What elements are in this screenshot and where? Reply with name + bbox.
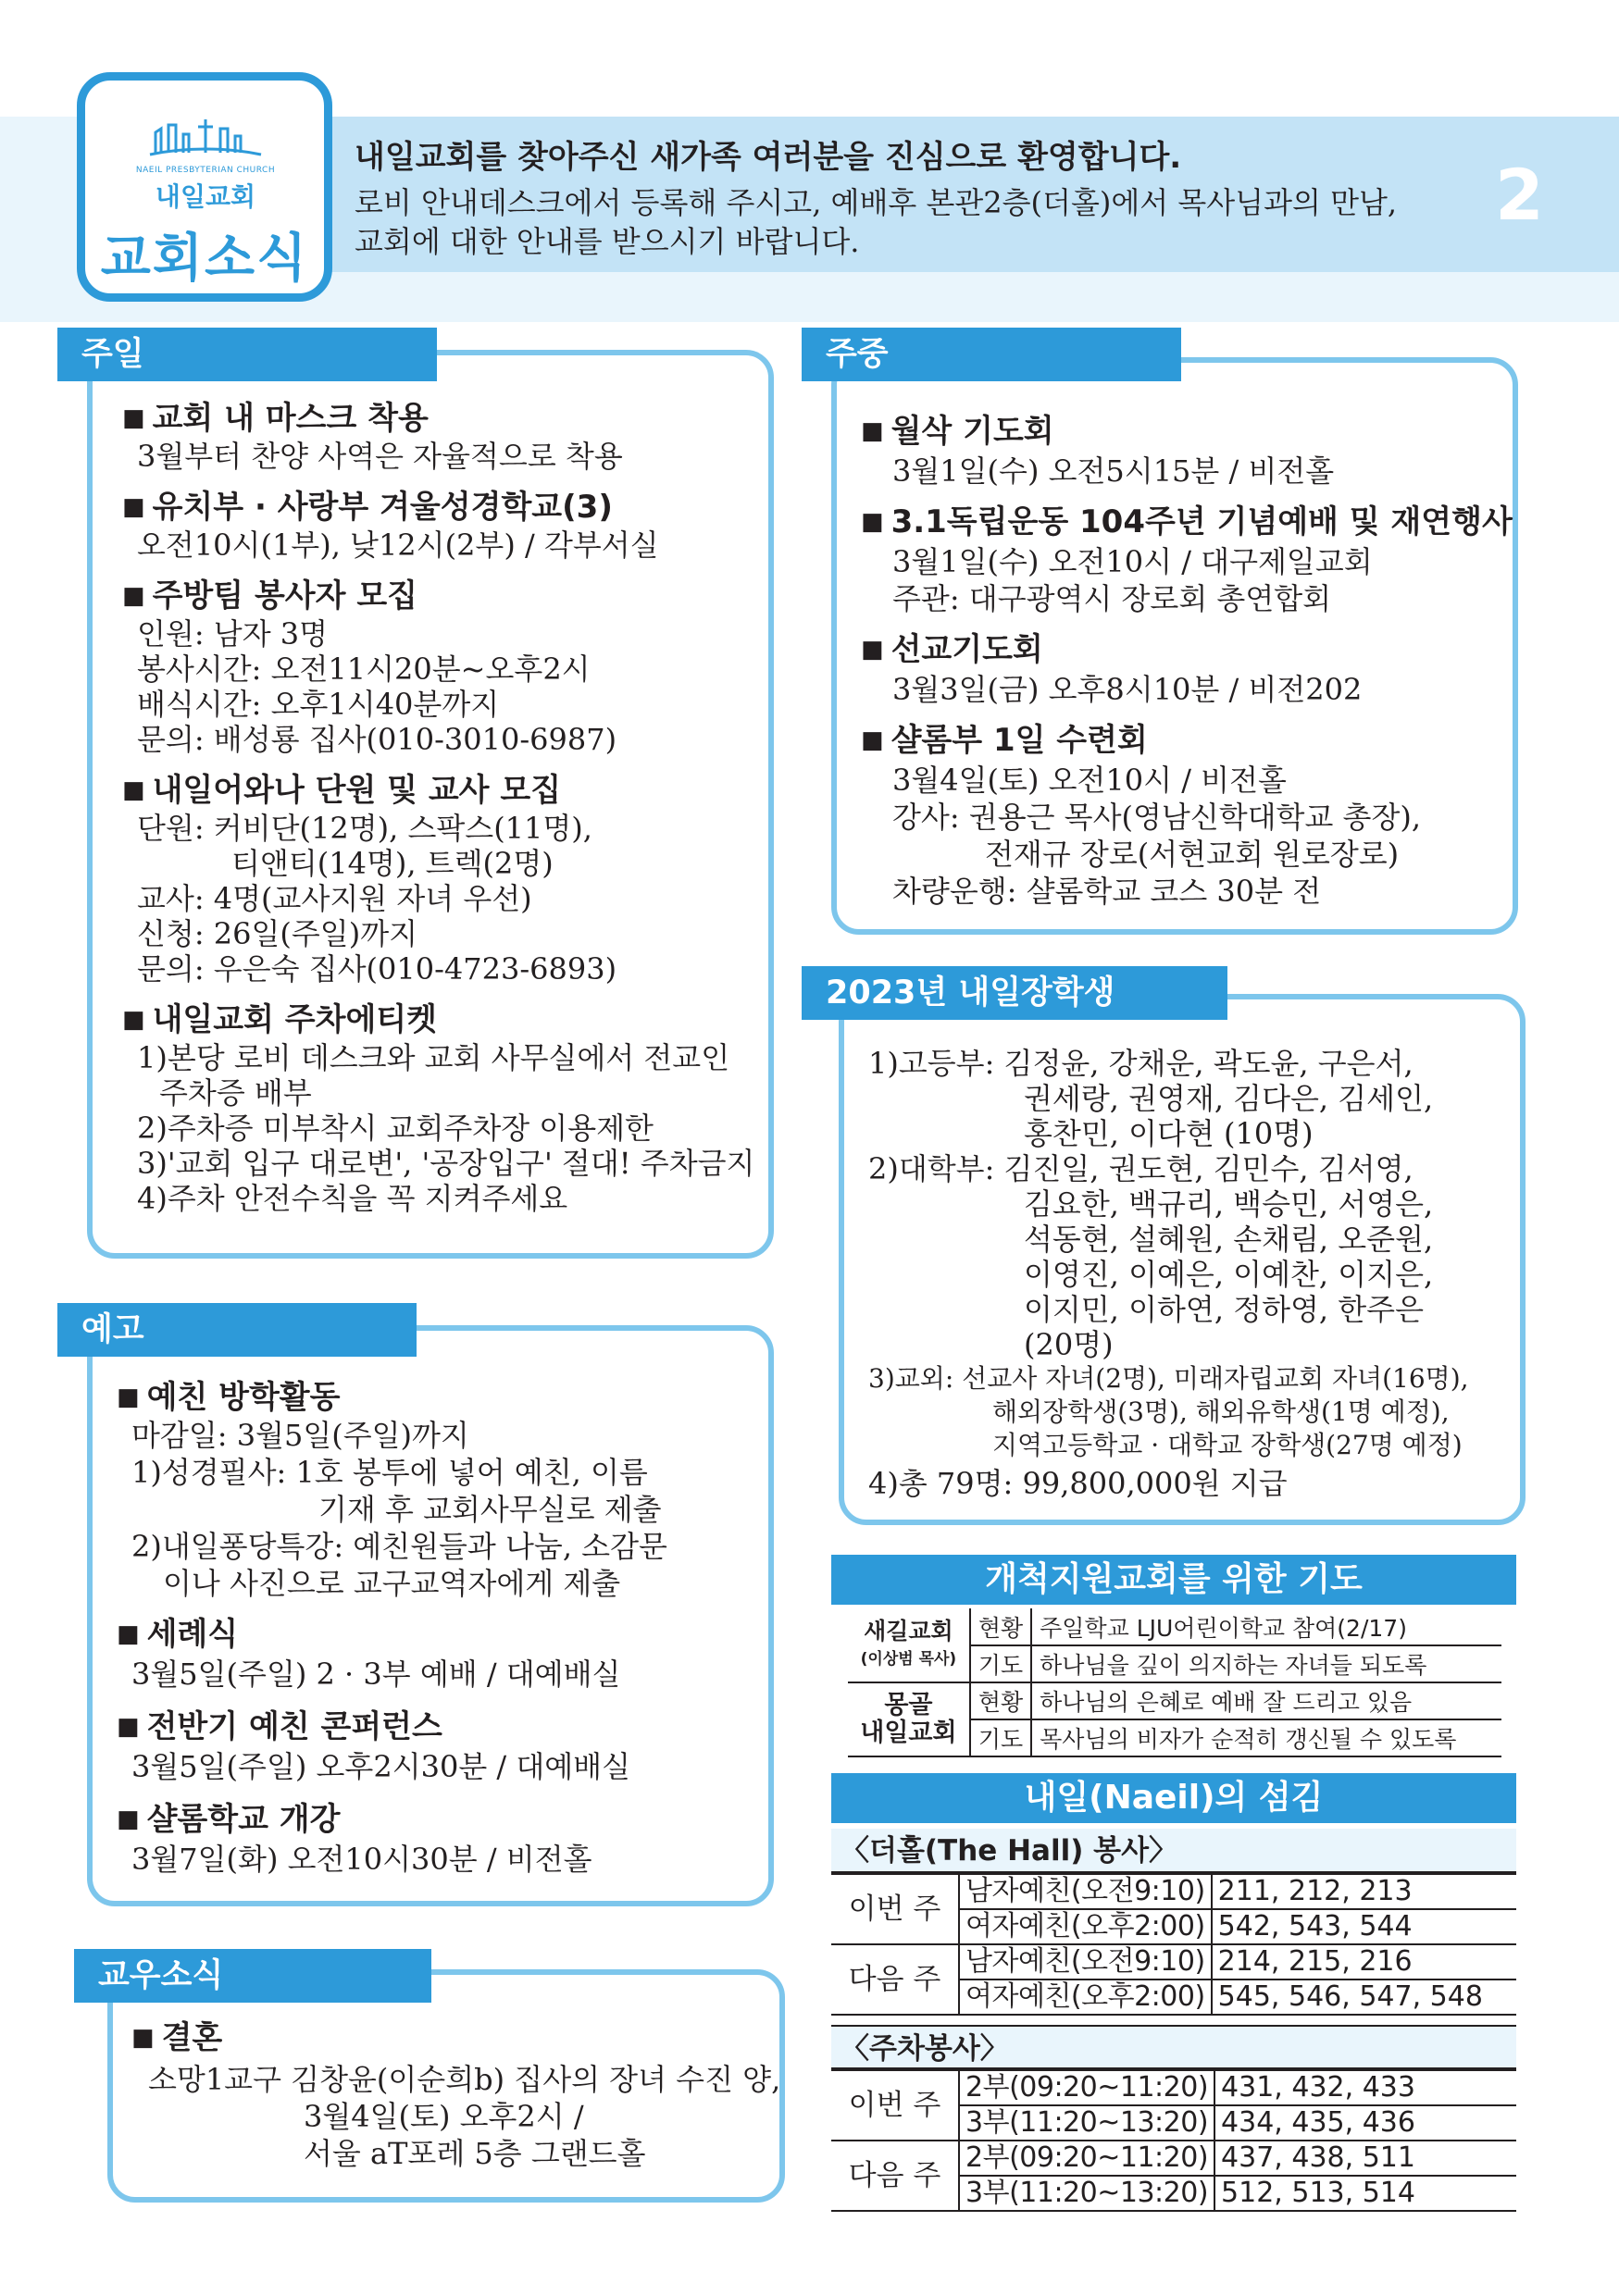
item-title: ■ 내일교회 주차에티켓 (122, 994, 437, 1039)
section-title: 교회소식 (100, 229, 309, 289)
item-title: ■ 예친 방학활동 (117, 1371, 340, 1417)
notice-label: 예고 (57, 1303, 417, 1357)
logo-box (77, 72, 332, 302)
members-section (107, 1969, 785, 2203)
numbers-cell: 512, 513, 514 (1214, 2176, 1516, 2211)
scholar-line: 김요한, 백규리, 백승민, 서영은, (1024, 1186, 1434, 1222)
item-title: ■ 결혼 (131, 2012, 222, 2057)
group-cell: 남자예친(오전9:10) (959, 1944, 1212, 1980)
church-pastor: (이상범 목사) (860, 1649, 957, 1669)
week-cell: 이번 주 (831, 1874, 959, 1944)
weekday-label: 주중 (802, 328, 1181, 381)
sunday-section (87, 350, 774, 1259)
item-title: ■ 세례식 (117, 1608, 238, 1654)
group-cell: 여자예친(오후2:00) (959, 1909, 1212, 1944)
pioneer-table (848, 1608, 1501, 1757)
scholar-line: 이지민, 이하연, 정하영, 한주은 (1024, 1292, 1424, 1327)
item-line: 전재규 장로(서현교회 원로장로) (985, 837, 1400, 872)
kind-cell: 현황 (970, 1682, 1031, 1719)
church-cell (848, 1608, 970, 1682)
group-cell: 3부(11:20~13:20) (959, 2176, 1214, 2211)
hall-subtitle: 〈더홀(The Hall) 봉사〉 (831, 1829, 1516, 1873)
sunday-label: 주일 (57, 328, 437, 381)
item-title: ■ 선교기도회 (861, 624, 1043, 669)
pioneer-title: 개척지원교회를 위한 기도 (831, 1555, 1516, 1605)
item-title: ■ 월삭 기도회 (861, 405, 1054, 451)
table-row (831, 2070, 1516, 2105)
item-line: 3월5일(주일) 오후2시30분 / 대예배실 (131, 1749, 631, 1784)
welcome-title: 내일교회를 찾아주신 새가족 여러분을 진심으로 환영합니다. (355, 139, 1182, 176)
item-line: 단원: 커비단(12명), 스팍스(11명), (137, 811, 592, 846)
item-line: 3월4일(토) 오전10시 / 비전홀 (892, 763, 1287, 798)
church-name-line2: 내일교회 (860, 1719, 957, 1747)
numbers-cell: 434, 435, 436 (1214, 2105, 1516, 2141)
item-title: ■ 3.1독립운동 104주년 기념예배 및 재연행사 (861, 496, 1513, 541)
item-title: ■ 샬롬학교 개강 (117, 1793, 340, 1839)
item-line: 봉사시간: 오전11시20분~오후2시 (137, 652, 591, 687)
scholar-line: 권세랑, 권영재, 김다은, 김세인, (1024, 1081, 1434, 1116)
item-line: 교사: 4명(교사지원 자녀 우선) (137, 881, 532, 916)
notice-section (87, 1325, 774, 1906)
item-title: ■ 교회 내 마스크 착용 (122, 392, 429, 438)
logo-name: 내일교회 (155, 181, 256, 212)
scholar-line: 해외장학생(3명), 해외유학생(1명 예정), (992, 1396, 1450, 1427)
item-line: 문의: 배성룡 집사(010-3010-6987) (137, 722, 617, 757)
item-line: 주관: 대구광역시 장로회 총연합회 (892, 581, 1332, 616)
scholar-line: 4)총 79명: 99,800,000원 지급 (868, 1466, 1288, 1501)
item-line: 주차증 배부 (159, 1075, 312, 1111)
scholarship-section (839, 994, 1526, 1525)
desc-cell: 목사님의 비자가 순적히 갱신될 수 있도록 (1031, 1719, 1501, 1756)
item-line: 2)주차증 미부착시 교회주차장 이용제한 (137, 1111, 654, 1146)
church-cell (848, 1682, 970, 1756)
item-line: 3)'교회 입구 대로변', '공장입구' 절대! 주차금지 (137, 1146, 755, 1181)
item-line: 3월1일(수) 오전10시 / 대구제일교회 (892, 544, 1373, 579)
scholar-line: 석동현, 설혜원, 손채림, 오준원, (1024, 1222, 1434, 1257)
scholar-line: 홍찬민, 이다현 (10명) (1024, 1116, 1314, 1151)
table-row (831, 1944, 1516, 1980)
item-title: ■ 주방팀 봉사자 모집 (122, 570, 417, 615)
item-line: 오전10시(1부), 낮12시(2부) / 각부서실 (137, 527, 659, 563)
numbers-cell: 542, 543, 544 (1212, 1909, 1516, 1944)
item-line: 인원: 남자 3명 (137, 616, 329, 652)
week-cell: 다음 주 (831, 2141, 959, 2211)
church-name: 새길교회 (864, 1617, 953, 1644)
item-line: 기재 후 교회사무실로 제출 (318, 1492, 662, 1527)
item-line: 이나 사진으로 교구교역자에게 제출 (163, 1566, 621, 1601)
table-row (831, 2141, 1516, 2176)
item-line: 3월부터 찬양 사역은 자율적으로 착용 (137, 439, 623, 474)
item-line: 3월7일(화) 오전10시30분 / 비전홀 (131, 1842, 592, 1877)
church-logo-icon (148, 106, 263, 162)
kind-cell: 기도 (970, 1645, 1031, 1682)
table-row (848, 1608, 1501, 1645)
item-line: 1)본당 로비 데스크와 교회 사무실에서 전교인 (137, 1040, 730, 1075)
scholar-line: 이영진, 이예은, 이예찬, 이지은, (1024, 1257, 1434, 1292)
item-line: 1)성경필사: 1호 봉투에 넣어 예친, 이름 (131, 1455, 648, 1490)
scholar-line: 3)교외: 선교사 자녀(2명), 미래자립교회 자녀(16명), (868, 1363, 1469, 1394)
item-line: 3월4일(토) 오후2시 / (304, 2099, 584, 2134)
logo-subtitle: NAEIL PRESBYTERIAN CHURCH (135, 166, 276, 175)
item-line: 3월1일(수) 오전5시15분 / 비전홀 (892, 453, 1335, 489)
members-label: 교우소식 (74, 1949, 431, 2003)
desc-cell: 하나님의 은혜로 예배 잘 드리고 있음 (1031, 1682, 1501, 1719)
kind-cell: 현황 (970, 1608, 1031, 1645)
item-line: 강사: 권용근 목사(영남신학대학교 총장), (892, 800, 1422, 835)
item-line: 서울 aT포레 5층 그랜드홀 (304, 2136, 646, 2171)
item-title: ■ 샬롬부 1일 수련회 (861, 714, 1148, 760)
desc-cell: 하나님을 깊이 의지하는 자녀들 되도록 (1031, 1645, 1501, 1682)
parking-subtitle: 〈주차봉사〉 (831, 2025, 1516, 2069)
group-cell: 남자예친(오전9:10) (959, 1874, 1212, 1909)
numbers-cell: 545, 546, 547, 548 (1212, 1980, 1516, 2015)
scholar-line: 2)대학부: 김진일, 권도현, 김민수, 김서영, (868, 1151, 1414, 1186)
item-line: 차량운행: 샬롬학교 코스 30분 전 (892, 874, 1322, 909)
group-cell: 2부(09:20~11:20) (959, 2070, 1214, 2105)
numbers-cell: 437, 438, 511 (1214, 2141, 1516, 2176)
kind-cell: 기도 (970, 1719, 1031, 1756)
church-name: 몽골 (884, 1691, 933, 1719)
item-line: 3월3일(금) 오후8시10분 / 비전202 (892, 672, 1363, 707)
table-row (848, 1682, 1501, 1719)
group-cell: 2부(09:20~11:20) (959, 2141, 1214, 2176)
scholar-line: 지역고등학교 · 대학교 장학생(27명 예정) (992, 1430, 1463, 1460)
item-line: 3월5일(주일) 2 · 3부 예배 / 대예배실 (131, 1657, 621, 1692)
scholarship-label: 2023년 내일장학생 (802, 966, 1227, 1020)
item-line: 신청: 26일(주일)까지 (137, 916, 418, 951)
desc-cell: 주일학교 LJU어린이학교 참여(2/17) (1031, 1608, 1501, 1645)
numbers-cell: 431, 432, 433 (1214, 2070, 1516, 2105)
group-cell: 3부(11:20~13:20) (959, 2105, 1214, 2141)
week-cell: 다음 주 (831, 1944, 959, 2015)
group-cell: 여자예친(오후2:00) (959, 1980, 1212, 2015)
item-line: 배식시간: 오후1시40분까지 (137, 687, 500, 722)
numbers-cell: 214, 215, 216 (1212, 1944, 1516, 1980)
page-number: 2 (1495, 154, 1544, 236)
item-title: ■ 전반기 예친 콘퍼런스 (117, 1701, 442, 1746)
scholar-line: (20명) (1024, 1327, 1114, 1362)
item-title: ■ 내일어와나 단원 및 교사 모집 (122, 764, 561, 810)
item-line: 4)주차 안전수칙을 꼭 지켜주세요 (137, 1181, 568, 1216)
hall-table (831, 1873, 1516, 2016)
table-row (831, 1874, 1516, 1909)
item-line: 2)내일퐁당특강: 예친원들과 나눔, 소감문 (131, 1529, 667, 1564)
weekday-section (831, 357, 1518, 935)
item-line: 티앤티(14명), 트렉(2명) (231, 846, 554, 881)
parking-table (831, 2069, 1516, 2212)
week-cell: 이번 주 (831, 2070, 959, 2141)
item-line: 마감일: 3월5일(주일)까지 (131, 1418, 469, 1453)
item-title: ■ 유치부 · 사랑부 겨울성경학교(3) (122, 481, 613, 527)
numbers-cell: 211, 212, 213 (1212, 1874, 1516, 1909)
item-line: 문의: 우은숙 집사(010-4723-6893) (137, 951, 617, 987)
scholar-line: 1)고등부: 김정윤, 강채운, 곽도윤, 구은서, (868, 1046, 1414, 1081)
welcome-text-line: 로비 안내데스크에서 등록해 주시고, 예배후 본관2층(더홀)에서 목사님과의 만남, (355, 185, 1398, 220)
serving-title: 내일(Naeil)의 섬김 (831, 1773, 1516, 1823)
item-line: 소망1교구 김창윤(이순희b) 집사의 장녀 수진 양, (148, 2062, 781, 2097)
welcome-text-line: 교회에 대한 안내를 받으시기 바랍니다. (355, 224, 860, 259)
